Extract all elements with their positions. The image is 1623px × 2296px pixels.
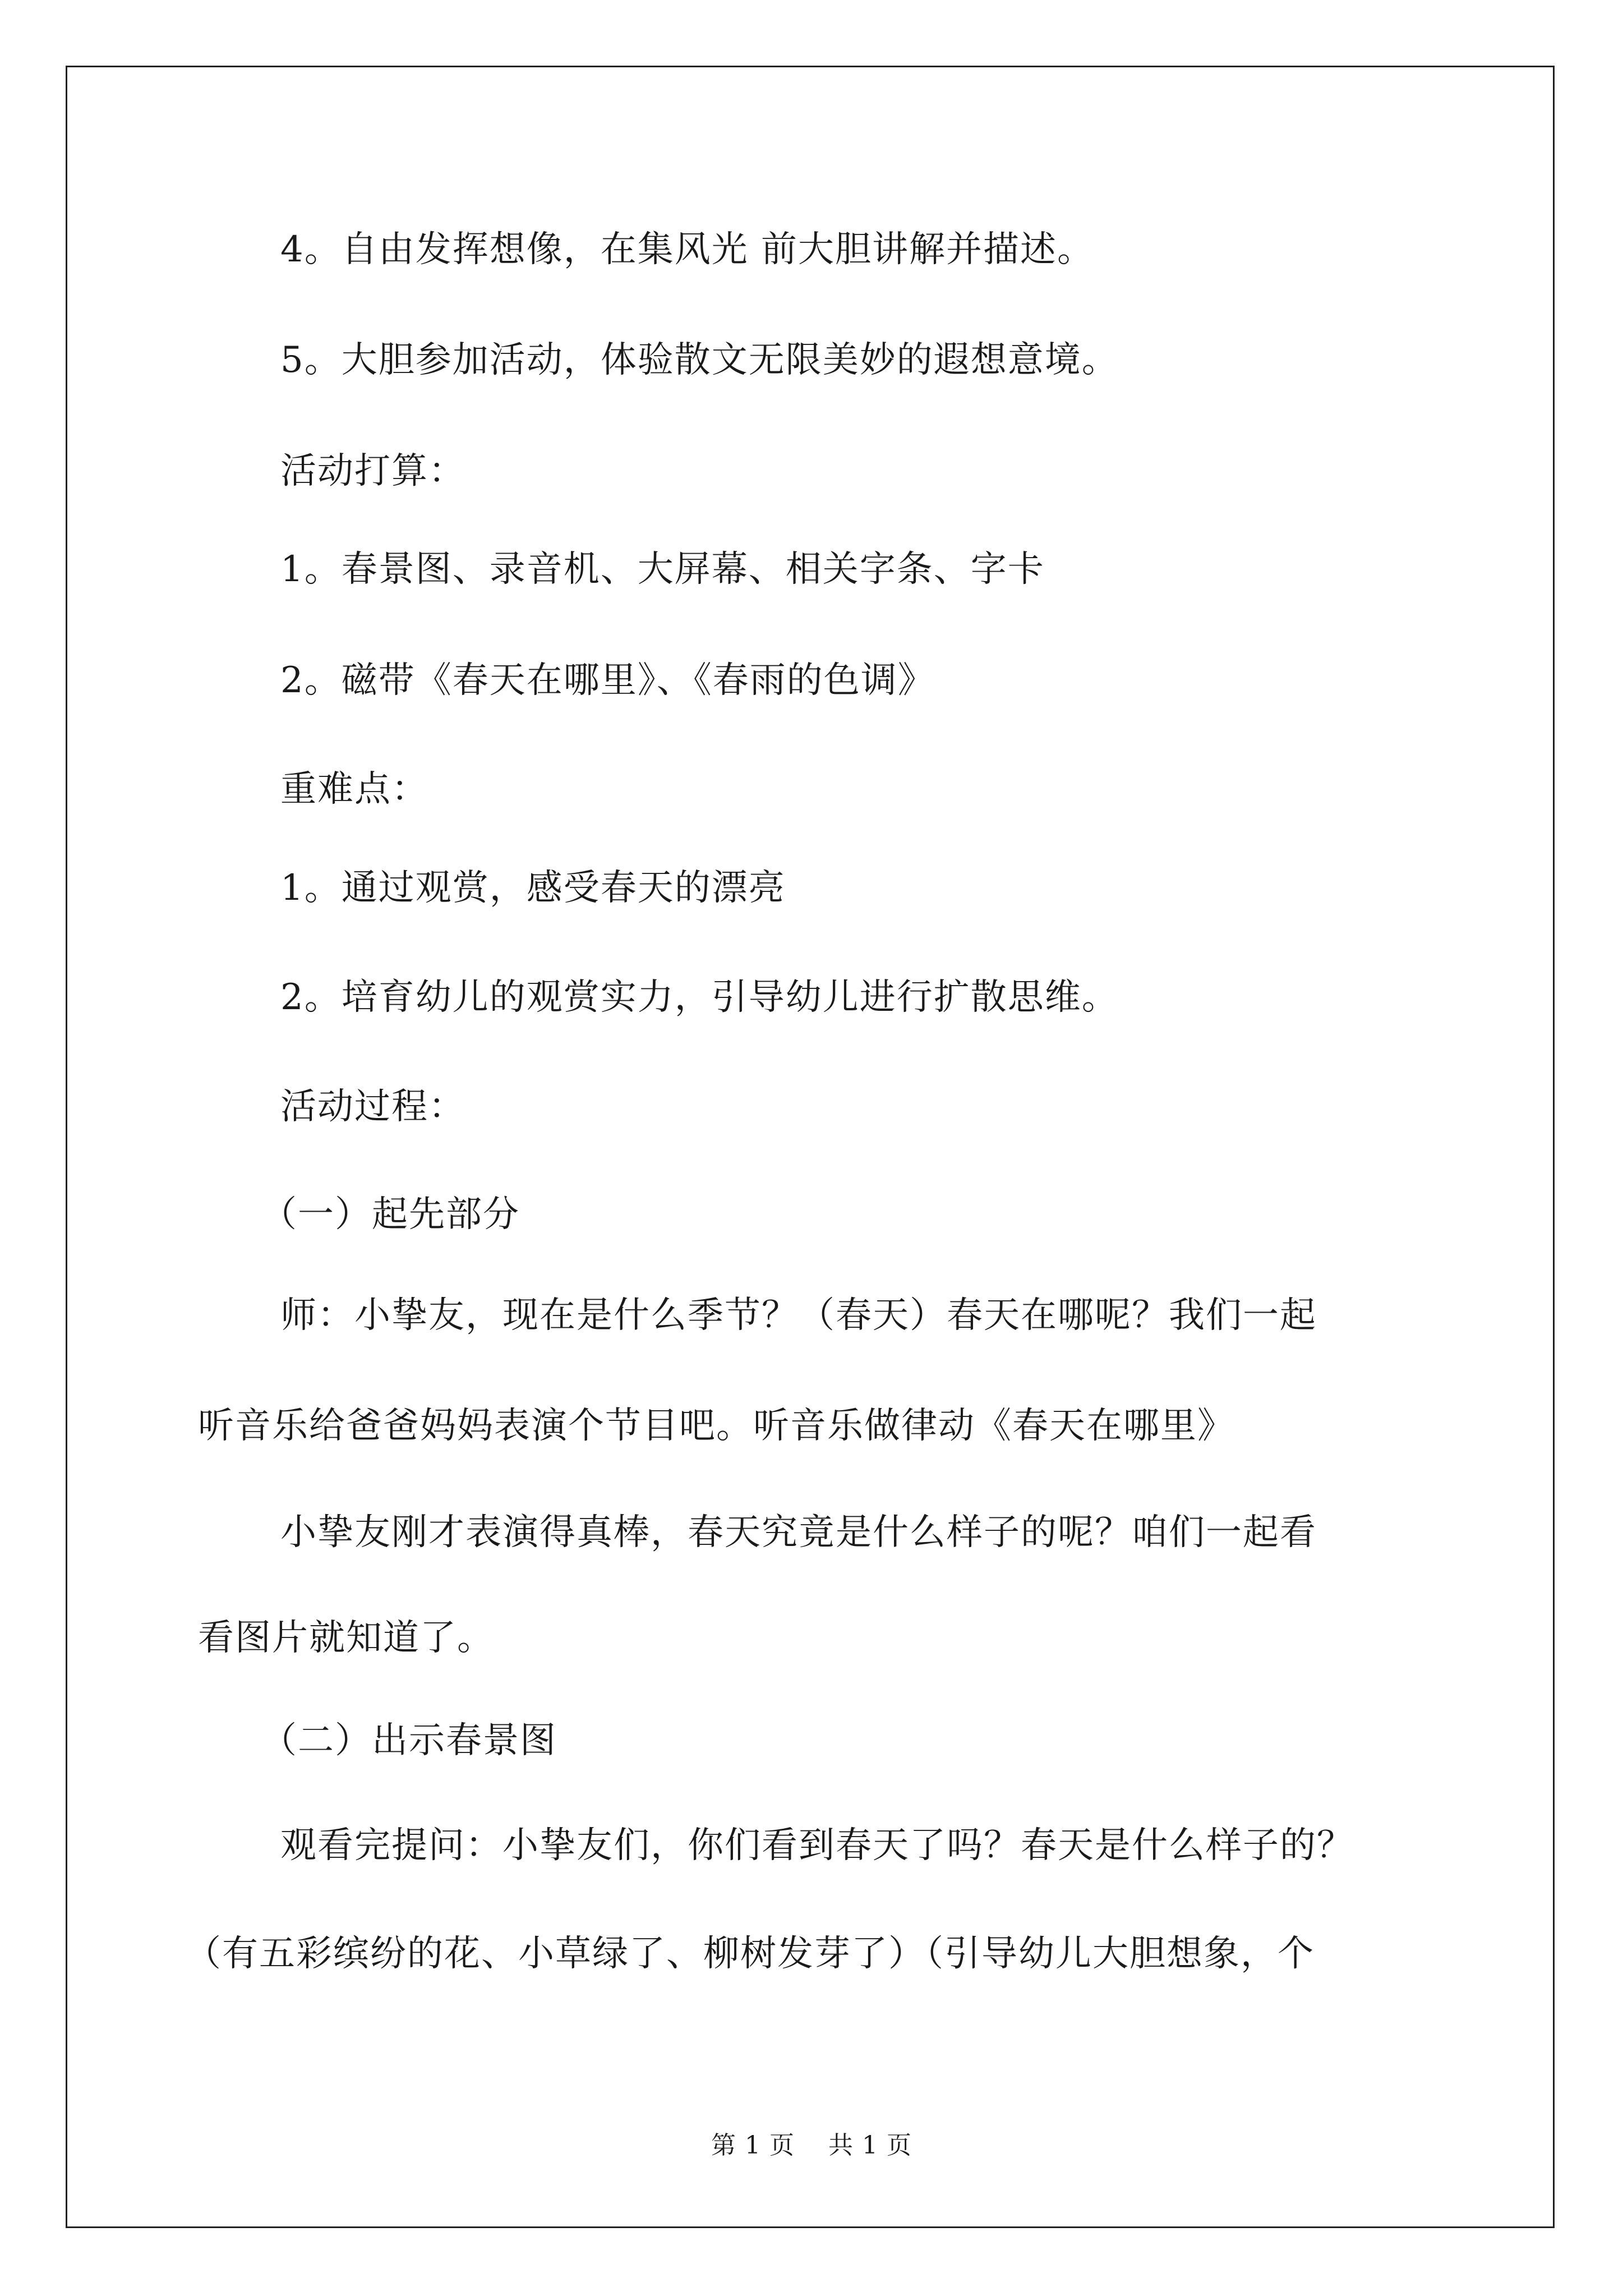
page-number-current: 第 1 页 <box>711 2131 795 2160</box>
text-line: 师：小挚友，现在是什么季节？（春天）春天在哪呢？我们一起 <box>280 1295 1317 1336</box>
page-footer <box>0 2130 1623 2161</box>
subsection-heading: （一）起先部分 <box>261 1194 520 1235</box>
text-line: 5。大胆参加活动，体验散文无限美妙的遐想意境。 <box>280 339 1119 381</box>
subsection-heading: （二）出示春景图 <box>261 1720 557 1761</box>
text-line: 2。磁带《春天在哪里》、《春雨的色调》 <box>280 660 935 701</box>
text-line: 小挚友刚才表演得真棒，春天究竟是什么样子的呢？咱们一起看 <box>280 1512 1317 1553</box>
text-line: 1。春景图、录音机、大屏幕、相关字条、字卡 <box>280 549 1045 590</box>
text-line: 1。通过观赏，感受春天的漂亮 <box>280 867 786 909</box>
section-heading: 活动过程： <box>280 1086 465 1128</box>
text-line: 听音乐给爸爸妈妈表演个节目吧。听音乐做律动《春天在哪里》 <box>198 1405 1234 1447</box>
text-line: 4。自由发挥想像，在集风光 前大胆讲解并描述。 <box>280 229 1095 270</box>
section-heading: 重难点： <box>280 769 428 810</box>
text-line: 看图片就知道了。 <box>198 1617 494 1659</box>
page-frame <box>66 66 1555 2228</box>
text-line: 2。培育幼儿的观赏实力，引导幼儿进行扩散思维。 <box>280 977 1119 1018</box>
text-line: 观看完提问：小挚友们，你们看到春天了吗？春天是什么样子的？ <box>280 1825 1354 1866</box>
text-line: （有五彩缤纷的花、小草绿了、柳树发芽了）（引导幼儿大胆想象，个 <box>185 1933 1315 1975</box>
page-number-total: 共 1 页 <box>828 2131 912 2160</box>
section-heading: 活动打算： <box>280 450 465 492</box>
